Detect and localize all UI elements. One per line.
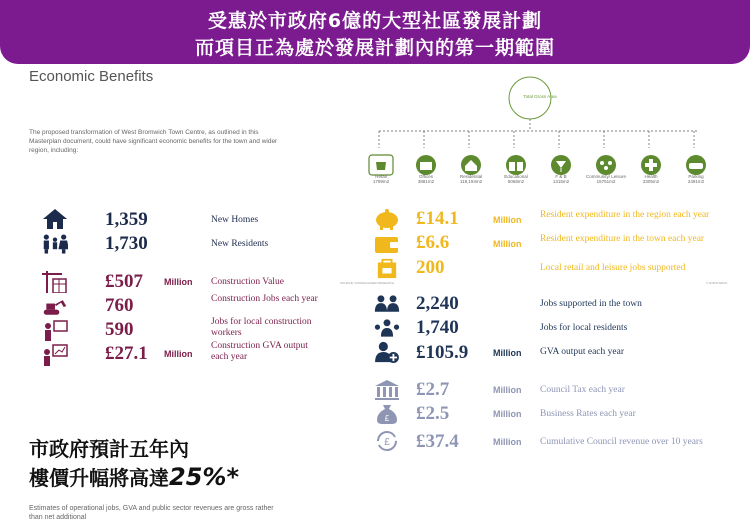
crane-icon [42,271,68,293]
education-icon [501,154,531,176]
page-title: Economic Benefits [29,68,154,85]
construction-jobs-value: 760 [105,295,134,316]
construction-value-unit: Million [164,277,193,287]
community-icon [591,154,621,176]
new-residents-value: 1,730 [105,233,148,254]
construction-value-amount: £507 [105,271,143,292]
retail-jobs-label: Local retail and leisure jobs supported [540,263,686,273]
copyright-note: © NORTHWICK [706,281,728,285]
construction-jobs-label: Construction Jobs each year [211,294,318,304]
town-hall-icon [374,379,400,401]
health-icon [636,154,666,176]
worker-group-icon [374,317,400,339]
construction-gva-value: £27.1 [105,343,148,364]
source-note: SOURCE: STAKEHOLDER RESEARCH [340,281,395,285]
council-revenue-unit: Million [493,437,522,447]
piggy-bank-icon [374,208,400,230]
retail-jobs-value: 200 [416,257,445,278]
category-health: Health 3305m2 [642,174,660,184]
business-rates-label: Business Rates each year [540,409,636,419]
money-bag-icon [374,403,400,425]
category-educational: Educational 5068m2 [504,174,528,184]
gva-output-value: £105.9 [416,342,469,363]
region-expenditure-unit: Million [493,215,522,225]
local-jobs-value: 590 [105,319,134,340]
promo-percentage: 25%* [169,463,239,491]
local-residents-jobs-label: Jobs for local residents [540,323,628,333]
svg-text:£: £ [384,437,390,448]
category-residential: Residential 118,194m2 [459,174,483,184]
region-expenditure-label: Resident expenditure in the region each year [540,210,710,220]
person-plus-icon [374,341,400,363]
town-expenditure-value: £6.6 [416,232,450,253]
business-rates-unit: Million [493,409,522,419]
pound-cycle-icon [374,430,400,452]
food-drink-icon [546,154,576,176]
construction-value-label: Construction Value [211,277,284,287]
diagram-root-label: Total Gross Area [523,94,557,99]
council-tax-unit: Million [493,385,522,395]
banner-line-2: 而項目正為處於發展計劃內的第一期範圍 [194,37,555,59]
local-jobs-label: Jobs for local construction workers [211,317,312,338]
svg-text:£: £ [384,414,390,423]
new-homes-label: New Homes [211,215,259,225]
region-expenditure-value: £14.1 [416,208,459,229]
new-homes-value: 1,359 [105,209,148,230]
council-tax-label: Council Tax each year [540,385,625,395]
category-retail: Retail 1799m2 [372,174,390,184]
council-tax-value: £2.7 [416,379,450,400]
council-revenue-label: Cumulative Council revenue over 10 years [540,437,703,447]
wallet-icon [374,233,400,255]
promo-line-2: 樓價升幅將高達25%* [29,463,239,491]
town-expenditure-unit: Million [493,239,522,249]
category-parking: Parking 2491m2 [687,174,705,184]
presenter-chart-icon [42,344,68,366]
offices-icon [411,154,441,176]
header-banner [0,0,750,64]
town-expenditure-label: Resident expenditure in the town each year [540,234,705,244]
group-people-icon [374,293,400,315]
shopping-bag-icon [374,257,400,279]
house-icon [42,208,68,230]
category-community-leisure: Community/ Leisure 15751m2 [586,174,627,184]
worker-board-icon [42,320,68,342]
intro-text: The proposed transformation of West Bromwich Town Centre, as outlined in this Masterplan document, could have significant economic benefits for the town and wider region, including: [29,129,278,154]
new-residents-label: New Residents [211,239,269,249]
residential-icon [456,154,486,176]
category-offices: Offices 3881m2 [417,174,435,184]
local-residents-jobs-value: 1,740 [416,317,459,338]
construction-gva-label: Construction GVA output each year [211,341,308,362]
town-jobs-value: 2,240 [416,293,459,314]
town-jobs-label: Jobs supported in the town [540,299,642,309]
business-rates-value: £2.5 [416,403,450,424]
banner-line-1: 受惠於市政府6億的大型社區發展計劃 [207,10,543,32]
retail-icon [366,154,396,176]
excavator-icon [42,296,68,318]
category-food-beverage: F & B 1315m2 [552,174,570,184]
council-revenue-value: £37.4 [416,431,459,452]
footnote: Estimates of operational jobs, GVA and public sector revenues are gross rather than net additional [29,505,274,521]
parking-icon [681,154,711,176]
promo-line-1: 市政府預計五年內 [29,437,189,461]
construction-gva-unit: Million [164,349,193,359]
gva-output-unit: Million [493,348,522,358]
family-icon [42,233,68,255]
gva-output-label: GVA output each year [540,347,624,357]
